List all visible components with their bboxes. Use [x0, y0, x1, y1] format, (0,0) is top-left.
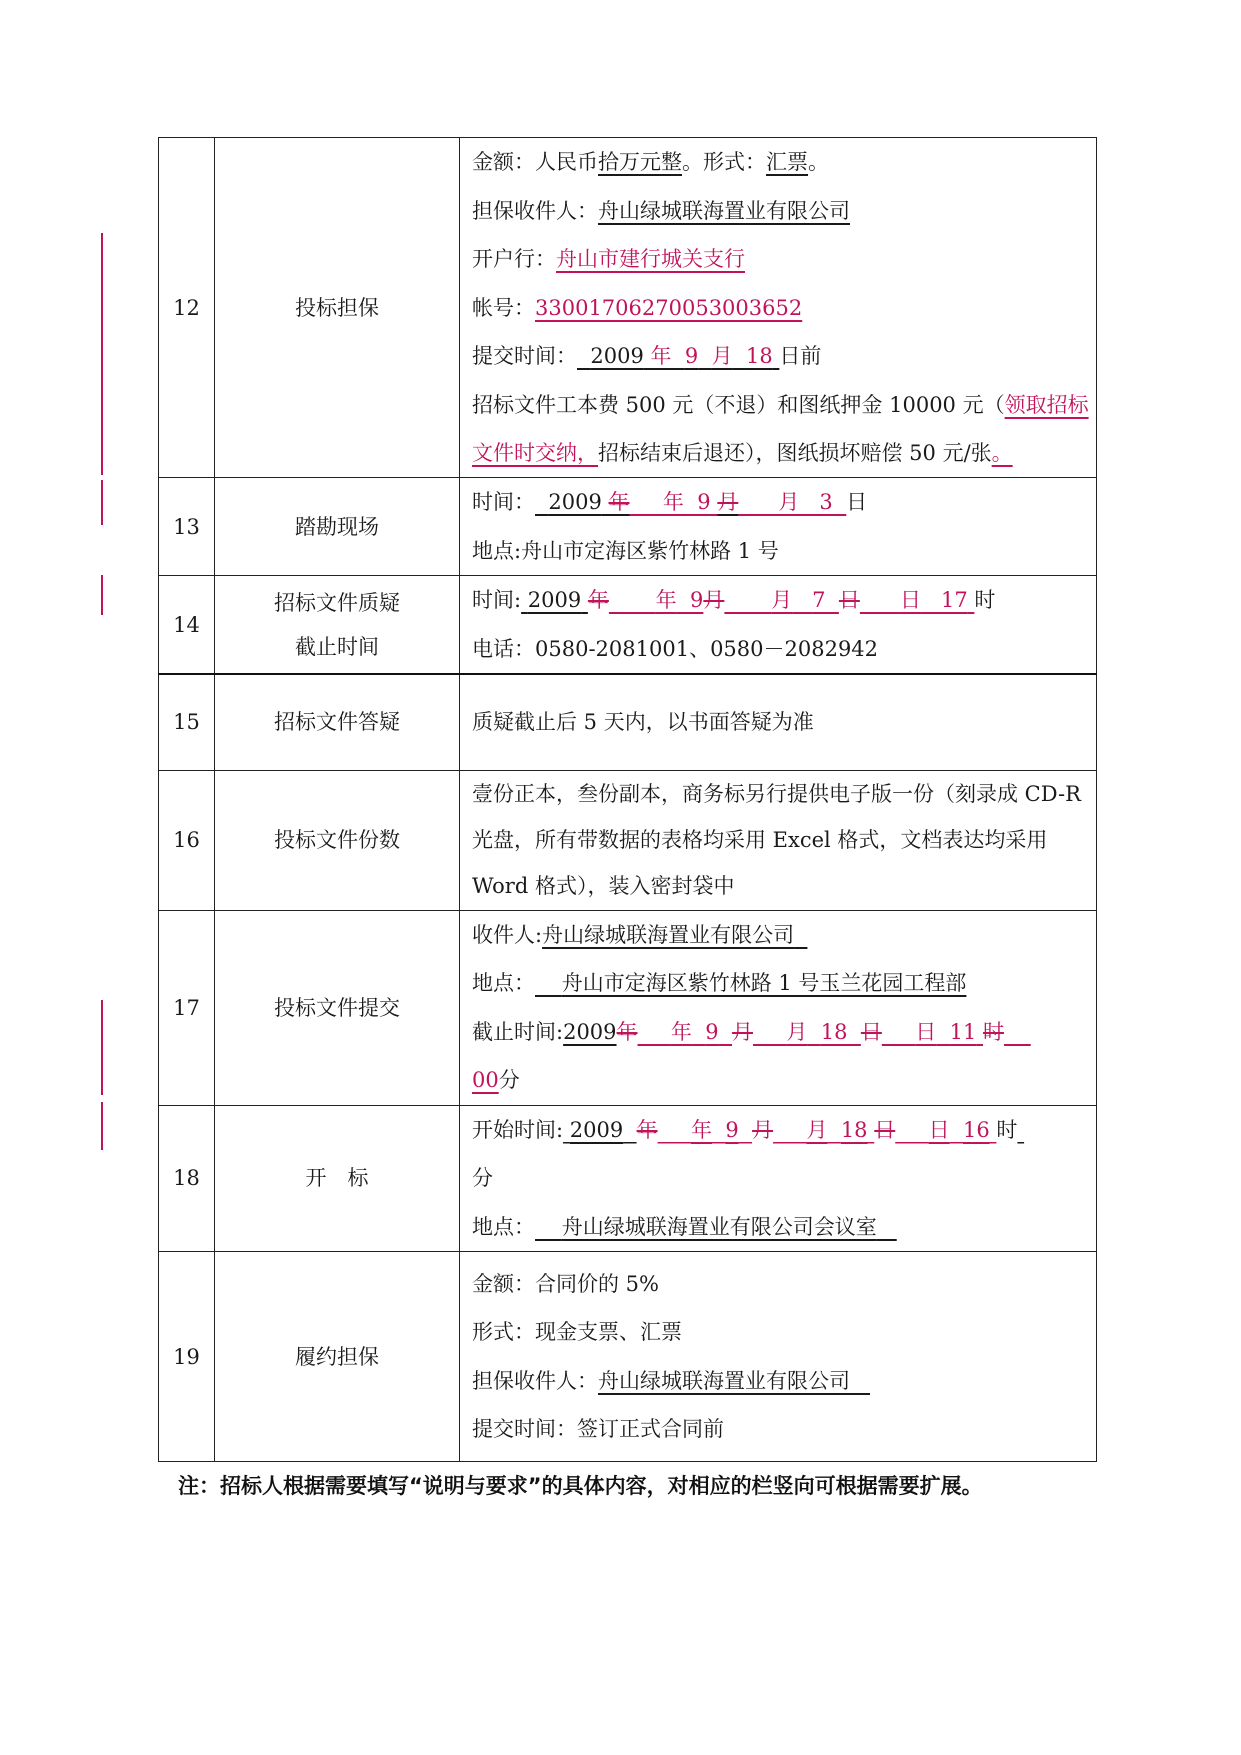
row-description: 收件人:舟山绿城联海置业有限公司 地点： 舟山市定海区紫竹林路 1 号玉兰花园工程部 截止时间:2009年 年 9 月 月 18 日 日 11 时 00分 — [460, 910, 1097, 1105]
table-row — [159, 1105, 1097, 1252]
row-description: 金额：合同价的 5% 形式：现金支票、汇票 担保收件人：舟山绿城联海置业有限公司 提交时间：签订正式合同前 — [460, 1252, 1097, 1462]
table-row — [159, 1252, 1097, 1462]
row-item: 投标文件份数 — [215, 770, 460, 910]
row-item: 履约担保 — [215, 1252, 460, 1462]
row-item: 开 标 — [215, 1105, 460, 1252]
row-item: 投标担保 — [215, 138, 460, 478]
row-description: 开始时间: 2009 年 年 9 月 月 18 日 日 16 时 分 地点： 舟山绿城联海置业有限公司会议室 — [460, 1105, 1097, 1252]
row-number: 15 — [159, 674, 215, 770]
row-item: 踏勘现场 — [215, 478, 460, 576]
table-row — [159, 910, 1097, 1105]
change-bar — [101, 575, 103, 615]
row-description: 质疑截止后 5 天内，以书面答疑为准 — [460, 674, 1097, 770]
row-number: 12 — [159, 138, 215, 478]
row-description: 金额：人民币拾万元整。形式：汇票。 担保收件人：舟山绿城联海置业有限公司 开户行：舟山市建行城关支行 帐号：33001706270053003652 提交时间： 2009 年 9 月 18 日前 招标文件工本费 500 元（不退）和图纸押金 10000 元（领取招标文件时交纳，招标结束后退还），图纸损坏赔偿 50 元/张。 — [460, 138, 1097, 478]
table-row — [159, 770, 1097, 910]
row-description: 时间： 2009 年 年 9 月 月 3 日 地点:舟山市定海区紫竹林路 1 号 — [460, 478, 1097, 576]
row-number: 14 — [159, 576, 215, 675]
table-footnote: 注：招标人根据需要填写“说明与要求”的具体内容，对相应的栏竖向可根据需要扩展。 — [178, 1474, 983, 1498]
change-bar — [101, 233, 103, 475]
table-row — [159, 576, 1097, 675]
change-bar — [101, 1102, 103, 1150]
row-number: 18 — [159, 1105, 215, 1252]
row-number: 13 — [159, 478, 215, 576]
row-description: 时间: 2009 年 年 9月 月 7 日 日 17 时 电话：0580-2081001、0580－2082942 — [460, 576, 1097, 675]
row-number: 17 — [159, 910, 215, 1105]
row-item: 投标文件提交 — [215, 910, 460, 1105]
bid-requirements-table — [158, 137, 1097, 1462]
change-bar — [101, 1000, 103, 1095]
row-description: 壹份正本，叁份副本，商务标另行提供电子版一份（刻录成 CD-R 光盘，所有带数据的表格均采用 Excel 格式，文档表达均采用 Word 格式），装入密封袋中 — [460, 770, 1097, 910]
change-bar — [101, 480, 103, 525]
row-number: 16 — [159, 770, 215, 910]
row-number: 19 — [159, 1252, 215, 1462]
row-item: 招标文件质疑 截止时间 — [215, 576, 460, 675]
table-row — [159, 674, 1097, 770]
table-row — [159, 478, 1097, 576]
table-row — [159, 138, 1097, 478]
row-item: 招标文件答疑 — [215, 674, 460, 770]
